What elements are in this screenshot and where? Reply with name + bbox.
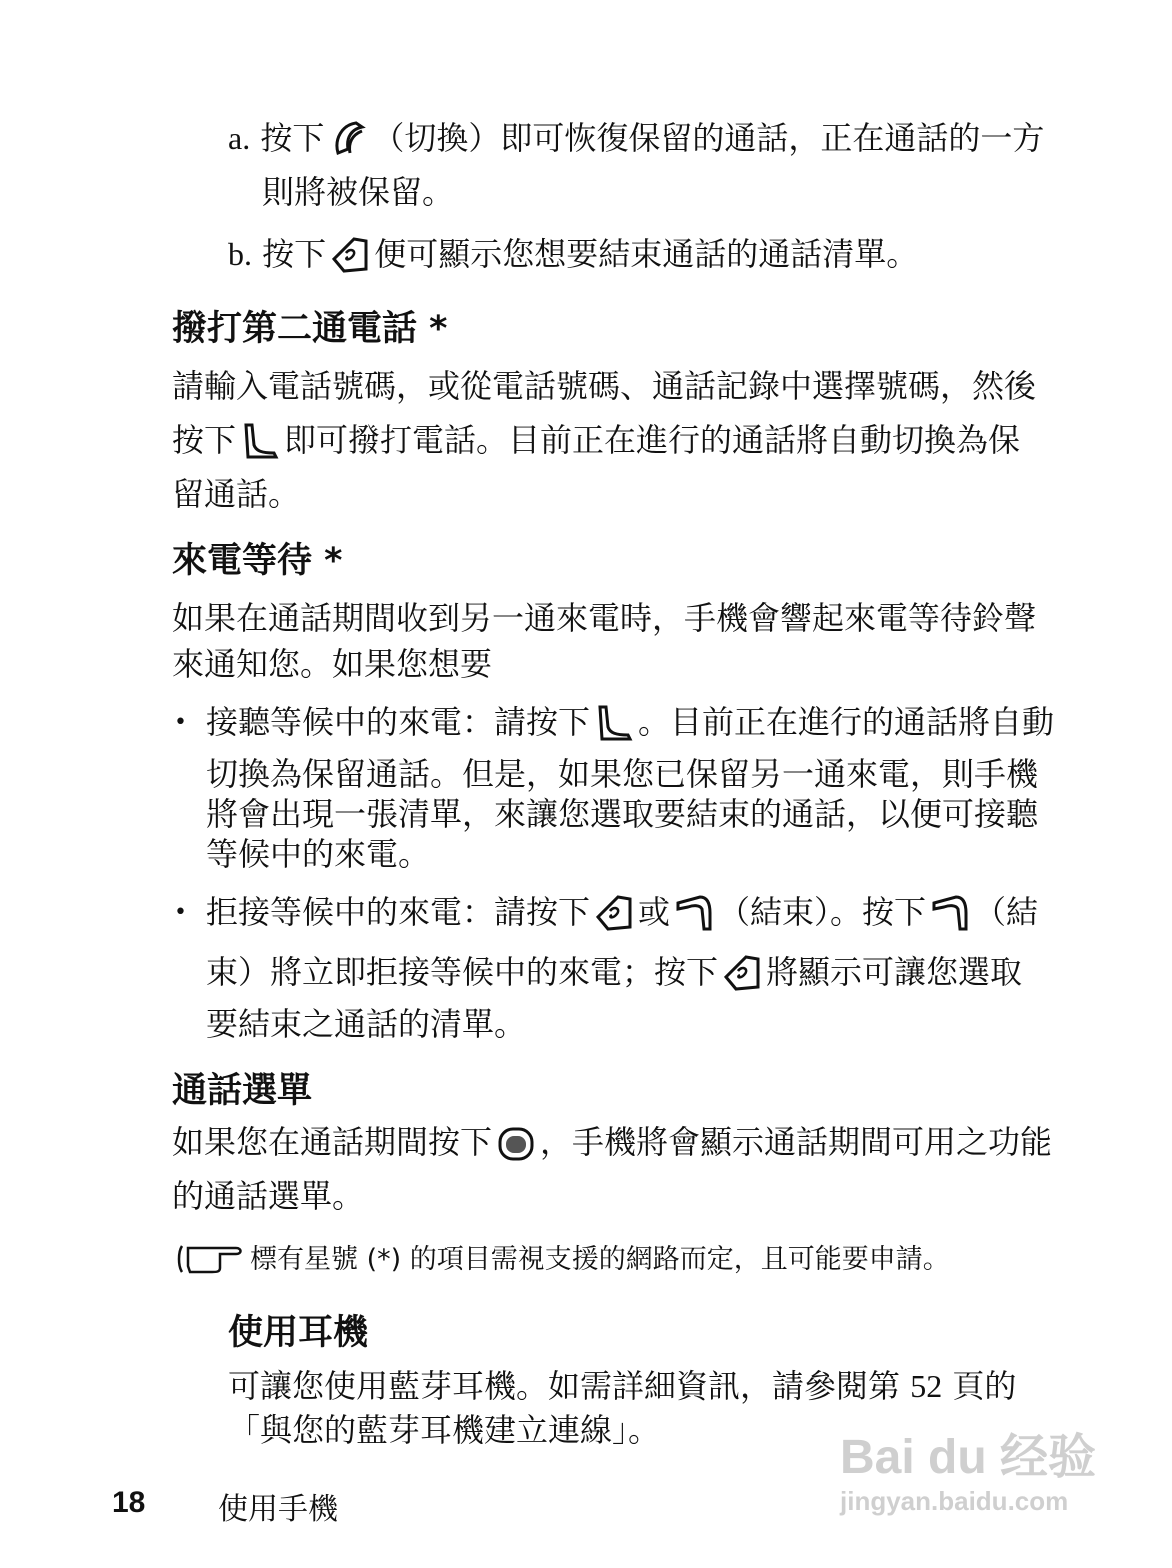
hold-item-b [228,228,918,280]
bullet1-line2: 切換為保留通話。但是，如果您已保留另一通來電，則手機 [206,755,1039,793]
item-a-text: （切換）即可恢復保留的通話，正在通話的一方 [372,119,1045,157]
call-menu-line1 [172,1116,1052,1168]
bullet1-text: 。目前正在進行的通話將自動 [638,703,1055,741]
bullet2-line1 [206,886,1038,938]
bullet-2: • [174,900,187,925]
end-key-icon [930,893,970,933]
baidu-watermark-logo: Bai du 经验 [840,1431,1097,1484]
item-b-text: 便可顯示您想要結束通話的通話清單。 [374,235,919,273]
item-a-label: a. [228,120,251,156]
call-menu-text: ，手機將會顯示通話期間可用之功能 [540,1123,1053,1161]
headset-text: 可讓您使用藍芽耳機。如需詳細資訊，請參閱第 [228,1367,901,1405]
section-title: 使用手機 [218,1492,338,1527]
call-menu-line2: 的通話選單。 [172,1177,365,1215]
end-key-icon [674,893,714,933]
network-note-text: 標有星號 (*) 的項目需視支援的網路而定，且可能要申請。 [250,1244,950,1275]
headset-heading: 使用耳機 [228,1313,369,1353]
headset-text-end: 頁的 [952,1367,1017,1405]
bullet2-press-text: 拒接等候中的來電：請按下 [206,893,591,931]
second-call-text: 即可撥打電話。目前正在進行的通話將自動切換為保 [284,421,1021,459]
item-b-label: b. [228,236,252,272]
bullet1-line4: 等候中的來電。 [206,835,431,873]
bullet1-line3: 將會出現一張清單，來讓您選取要結束的通話，以便可接聽 [206,795,1039,833]
item-a-press-text: 按下 [260,119,325,157]
hold-item-a-line1 [228,112,1044,164]
second-call-heading: 撥打第二通電話 * [172,309,448,349]
right-soft-key-icon [594,893,634,933]
bullet2-l2-post: 將顯示可讓您選取 [766,953,1023,991]
item-b-press-text: 按下 [262,235,327,273]
bullet1-line1 [206,696,1054,748]
bullet2-or: 或 [638,893,671,931]
call-menu-heading: 通話選單 [172,1071,313,1111]
page-number: 18 [112,1486,146,1519]
bullet2-line2 [206,946,1022,998]
swap-key-icon [328,119,368,159]
bullet2-end: （結 [974,893,1039,931]
bullet-1: • [174,710,187,735]
second-call-line1: 請輸入電話號碼，或從電話號碼、通話記錄中選擇號碼，然後 [172,367,1037,405]
call-waiting-line1: 如果在通話期間收到另一通來電時，手機會響起來電等待鈴聲 [172,599,1037,637]
call-menu-press-text: 如果您在通話期間按下 [172,1123,493,1161]
bullet2-mid: （結束）。按下 [718,893,927,931]
baidu-watermark-url: jingyan.baidu.com [840,1486,1069,1516]
hold-item-a-line2: 則將被保留。 [262,173,455,211]
call-waiting-heading: 來電等待 * [172,541,343,581]
send-key-icon [240,421,280,461]
menu-key-icon [496,1123,536,1163]
send-key-icon [594,703,634,743]
second-call-line3: 留通話。 [172,475,301,513]
bullet2-line3: 要結束之通話的清單。 [206,1005,527,1043]
second-call-press-text: 按下 [172,421,237,459]
pointing-hand-icon [176,1242,246,1276]
second-call-line2 [172,414,1020,466]
headset-line2: 「與您的藍芽耳機建立連線」。 [228,1411,661,1449]
bullet1-press-text: 接聽等候中的來電：請按下 [206,703,591,741]
call-waiting-line2: 來通知您。如果您想要 [172,645,493,683]
page-reference: 52 [910,1368,943,1404]
network-note [172,1240,950,1280]
right-soft-key-icon [722,953,762,993]
bullet2-l2-pre: 束）將立即拒接等候中的來電；按下 [206,953,719,991]
right-soft-key-icon [330,235,370,275]
